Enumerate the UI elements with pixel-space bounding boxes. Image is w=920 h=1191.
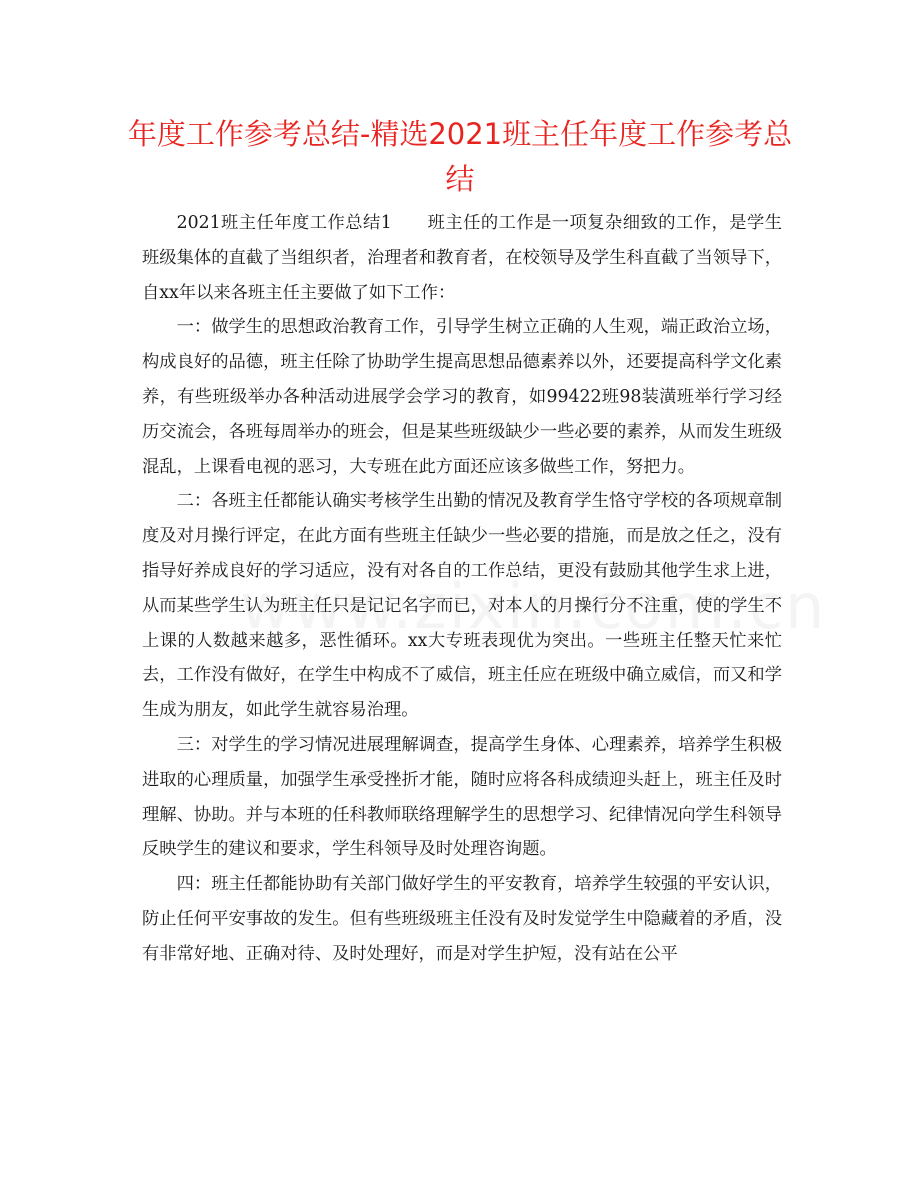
paragraph-three: 三：对学生的学习情况进展理解调查，提高学生身体、心理素养，培养学生积极进取的心理质量，加强学生承受挫折才能，随时应将各科成绩迎头赶上，班主任及时理解、协助。并与本班的任科教师联络理解学生的思想学习、纪律情况向学生科领导反映学生的建议和要求，学生科领导及时处理咨询题。 (142, 734, 782, 860)
document-body (142, 206, 782, 972)
paragraph-intro: 2021班主任年度工作总结1 班主任的工作是一项复杂细致的工作，是学生班级集体的直截了当组织者，治理者和教育者，在校领导及学生科直截了当领导下，自xx年以来各班主任主要做了如下工作： (142, 213, 782, 303)
paragraph-four: 四：班主任都能协助有关部门做好学生的平安教育，培养学生较强的平安认识，防止任何平安事故的发生。但有些班级班主任没有及时发觉学生中隐藏着的矛盾，没有非常好地、正确对待、及时处理好，而是对学生护短，没有站在公平 (142, 874, 782, 964)
paragraph-two: 二：各班主任都能认确实考核学生出勤的情况及教育学生恪守学校的各项规章制度及对月操行评定，在此方面有些班主任缺少一些必要的措施，而是放之任之，没有指导好养成良好的学习适应，没有对各自的工作总结，更没有鼓励其他学生求上进，从而某些学生认为班主任只是记记名字而已，对本人的月操行分不注重，使的学生不上课的人数越来越多，恶性循环。xx大专班表现优为突出。一些班主任整天忙来忙去，工作没有做好，在学生中构成不了威信，班主任应在班级中确立威信，而又和学生成为朋友，如此学生就容易治理。 (142, 491, 782, 721)
paragraph-one: 一：做学生的思想政治教育工作，引导学生树立正确的人生观，端正政治立场，构成良好的品德，班主任除了协助学生提高思想品德素养以外，还要提高科学文化素养，有些班级举办各种活动进展学会学习的教育，如99422班98装潢班举行学习经历交流会，各班每周举办的班会，但是某些班级缺少一些必要的素养，从而发生班级混乱，上课看电视的恶习，大专班在此方面还应该多做些工作，努把力。 (142, 317, 782, 477)
document-title: 年度工作参考总结-精选2021班主任年度工作参考总结 (127, 117, 793, 196)
